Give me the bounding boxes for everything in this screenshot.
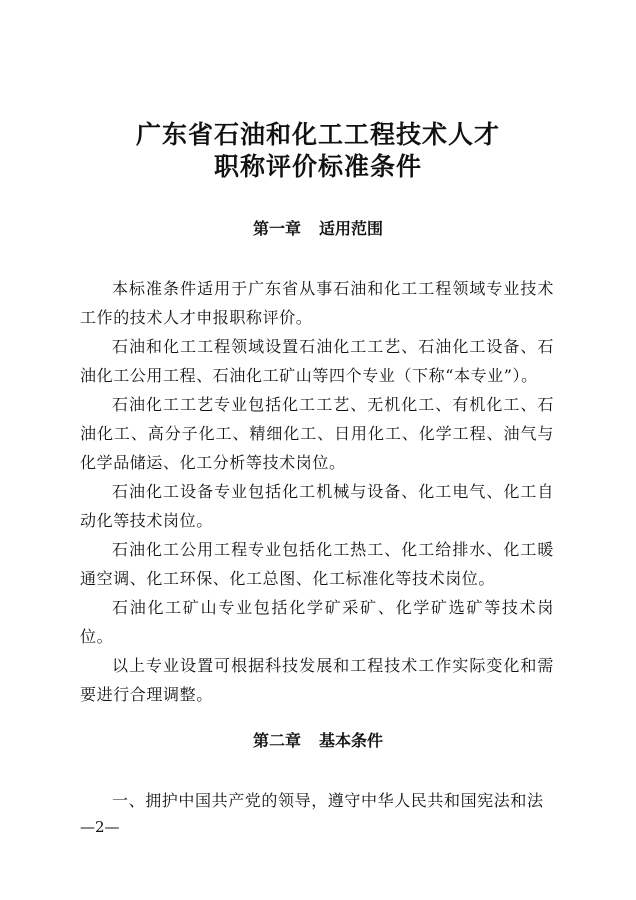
chapter-2-name: 基本条件 xyxy=(319,731,384,750)
chapter-2-body xyxy=(80,786,554,815)
paragraph: 石油化工矿山专业包括化学矿采矿、化学矿选矿等技术岗位。 xyxy=(80,598,554,646)
paragraph: 石油和化工工程领域设置石油化工工艺、石油化工设备、石油化工公用工程、石油化工矿山等四个专业（下称“本专业”）。 xyxy=(80,337,554,385)
paragraph: 石油化工工艺专业包括化工工艺、无机化工、有机化工、石油化工、高分子化工、精细化工、日用化工、化学工程、油气与化学品储运、化工分析等技术岗位。 xyxy=(80,395,554,472)
paragraph: 石油化工公用工程专业包括化工热工、化工给排水、化工暖通空调、化工环保、化工总图、化工标准化等技术岗位。 xyxy=(80,540,554,588)
paragraph: 石油化工设备专业包括化工机械与设备、化工电气、化工自动化等技术岗位。 xyxy=(80,482,554,530)
document-title-line-1: 广东省石油和化工工程技术人才 xyxy=(135,120,500,149)
paragraph: 本标准条件适用于广东省从事石油和化工工程领域专业技术工作的技术人才申报职称评价。 xyxy=(80,279,554,327)
chapter-1-body xyxy=(80,274,554,709)
chapter-2-number: 第二章 xyxy=(252,731,301,750)
paragraph: 一、拥护中国共产党的领导，遵守中华人民共和国宪法和法 xyxy=(112,791,544,810)
chapter-2-heading xyxy=(0,730,636,752)
paragraph: 以上专业设置可根据科技发展和工程技术工作实际变化和需要进行合理调整。 xyxy=(80,656,554,704)
chapter-1-heading xyxy=(0,218,636,240)
chapter-1-name: 适用范围 xyxy=(319,219,384,238)
chapter-1-number: 第一章 xyxy=(252,219,301,238)
document-title-line-2: 职称评价标准条件 xyxy=(213,152,422,181)
page-number: —2— xyxy=(80,818,120,836)
